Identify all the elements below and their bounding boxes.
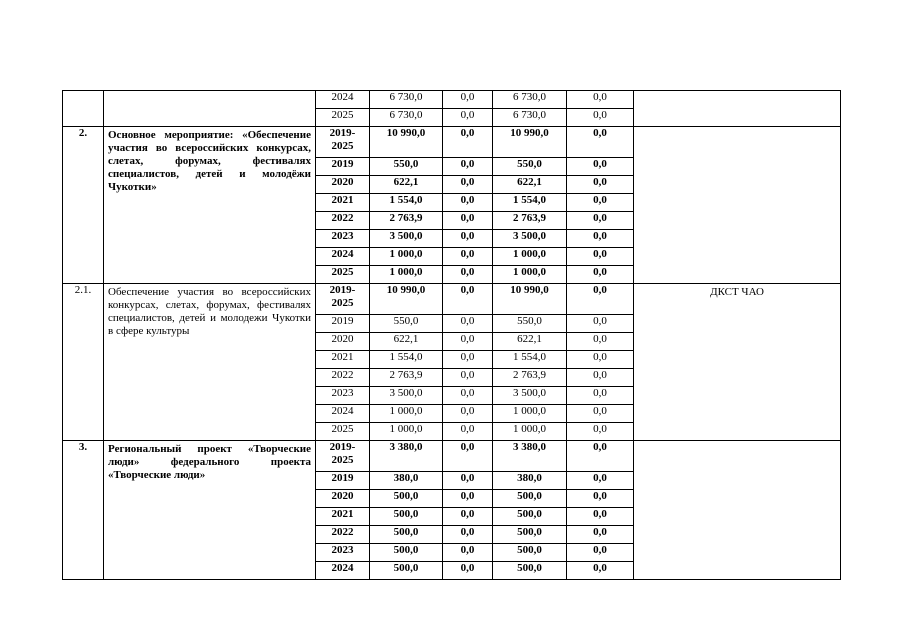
federal-budget-cell: 0,0: [443, 284, 493, 315]
table-row: [63, 91, 841, 109]
regional-budget-cell: 6 730,0: [493, 91, 567, 109]
year-cell: 2023: [316, 544, 370, 562]
federal-budget-cell: 0,0: [443, 387, 493, 405]
year-cell: 2019: [316, 315, 370, 333]
regional-budget-cell: 500,0: [493, 544, 567, 562]
other-sources-cell: 0,0: [567, 284, 634, 315]
federal-budget-cell: 0,0: [443, 127, 493, 158]
year-cell: 2023: [316, 230, 370, 248]
year-range-text: 2019-2025: [329, 127, 356, 152]
federal-budget-cell: 0,0: [443, 423, 493, 441]
item-number-cell: 2.: [63, 127, 104, 284]
year-cell: 2019: [316, 472, 370, 490]
other-sources-cell: 0,0: [567, 127, 634, 158]
total-cell: 500,0: [370, 562, 443, 580]
table-row: [63, 441, 841, 472]
item-number-cell: 2.1.: [63, 284, 104, 441]
total-cell: 500,0: [370, 526, 443, 544]
year-range-text: 2019-2025: [329, 441, 356, 466]
item-name-cell: Основное мероприятие: «Обеспечение участия во всероссийских конкурсах, слетах, форумах, фестивалях специалистов, детей и молодёжи Чукотки»: [104, 127, 316, 284]
total-cell: 1 000,0: [370, 423, 443, 441]
federal-budget-cell: 0,0: [443, 526, 493, 544]
total-cell: 10 990,0: [370, 284, 443, 315]
regional-budget-cell: 550,0: [493, 315, 567, 333]
year-cell: 2023: [316, 387, 370, 405]
year-cell: 2022: [316, 526, 370, 544]
regional-budget-cell: 1 000,0: [493, 423, 567, 441]
federal-budget-cell: 0,0: [443, 441, 493, 472]
other-sources-cell: 0,0: [567, 158, 634, 176]
federal-budget-cell: 0,0: [443, 490, 493, 508]
item-name-cell: Обеспечение участия во всероссийских конкурсах, слетах, форумах, фестивалях специалистов, детей и молодежи Чукотки в сфере культуры: [104, 284, 316, 441]
regional-budget-cell: 1 000,0: [493, 405, 567, 423]
total-cell: 550,0: [370, 315, 443, 333]
federal-budget-cell: 0,0: [443, 315, 493, 333]
total-cell: 1 554,0: [370, 351, 443, 369]
regional-budget-cell: 622,1: [493, 333, 567, 351]
federal-budget-cell: 0,0: [443, 333, 493, 351]
year-cell: 2024: [316, 91, 370, 109]
federal-budget-cell: 0,0: [443, 472, 493, 490]
federal-budget-cell: 0,0: [443, 248, 493, 266]
total-cell: 1 000,0: [370, 266, 443, 284]
other-sources-cell: 0,0: [567, 248, 634, 266]
federal-budget-cell: 0,0: [443, 369, 493, 387]
other-sources-cell: 0,0: [567, 333, 634, 351]
other-sources-cell: 0,0: [567, 230, 634, 248]
other-sources-cell: 0,0: [567, 405, 634, 423]
year-cell: [316, 441, 370, 472]
total-cell: 622,1: [370, 333, 443, 351]
total-cell: 6 730,0: [370, 109, 443, 127]
regional-budget-cell: 500,0: [493, 526, 567, 544]
other-sources-cell: 0,0: [567, 423, 634, 441]
regional-budget-cell: 550,0: [493, 158, 567, 176]
year-range-text: 2019-2025: [329, 284, 356, 309]
regional-budget-cell: 3 500,0: [493, 230, 567, 248]
year-cell: 2020: [316, 490, 370, 508]
other-sources-cell: 0,0: [567, 315, 634, 333]
total-cell: 3 380,0: [370, 441, 443, 472]
year-cell: 2025: [316, 266, 370, 284]
year-cell: 2020: [316, 176, 370, 194]
federal-budget-cell: 0,0: [443, 109, 493, 127]
table-row: [63, 127, 841, 158]
federal-budget-cell: 0,0: [443, 194, 493, 212]
year-cell: 2024: [316, 248, 370, 266]
federal-budget-cell: 0,0: [443, 562, 493, 580]
regional-budget-cell: 10 990,0: [493, 284, 567, 315]
total-cell: 1 000,0: [370, 248, 443, 266]
year-cell: 2021: [316, 194, 370, 212]
year-cell: 2021: [316, 351, 370, 369]
regional-budget-cell: 1 000,0: [493, 266, 567, 284]
year-cell: 2024: [316, 405, 370, 423]
federal-budget-cell: 0,0: [443, 158, 493, 176]
year-cell: 2021: [316, 508, 370, 526]
budget-table: [62, 90, 841, 580]
item-name-cell: Региональный проект «Творческие люди» федерального проекта «Творческие люди»: [104, 441, 316, 580]
federal-budget-cell: 0,0: [443, 266, 493, 284]
total-cell: 380,0: [370, 472, 443, 490]
total-cell: 10 990,0: [370, 127, 443, 158]
other-sources-cell: 0,0: [567, 441, 634, 472]
year-cell: 2025: [316, 109, 370, 127]
responsible-cell: [634, 91, 841, 127]
regional-budget-cell: 500,0: [493, 490, 567, 508]
total-cell: 2 763,9: [370, 369, 443, 387]
year-cell: 2025: [316, 423, 370, 441]
responsible-cell: [634, 441, 841, 580]
federal-budget-cell: 0,0: [443, 176, 493, 194]
regional-budget-cell: 6 730,0: [493, 109, 567, 127]
other-sources-cell: 0,0: [567, 544, 634, 562]
regional-budget-cell: 3 380,0: [493, 441, 567, 472]
other-sources-cell: 0,0: [567, 91, 634, 109]
other-sources-cell: 0,0: [567, 176, 634, 194]
federal-budget-cell: 0,0: [443, 351, 493, 369]
regional-budget-cell: 1 554,0: [493, 194, 567, 212]
year-cell: 2020: [316, 333, 370, 351]
regional-budget-cell: 380,0: [493, 472, 567, 490]
total-cell: 1 000,0: [370, 405, 443, 423]
other-sources-cell: 0,0: [567, 266, 634, 284]
total-cell: 500,0: [370, 544, 443, 562]
responsible-cell: ДКСТ ЧАО: [634, 284, 841, 441]
total-cell: 3 500,0: [370, 230, 443, 248]
year-cell: [316, 127, 370, 158]
year-cell: [316, 284, 370, 315]
responsible-cell: [634, 127, 841, 284]
year-cell: 2024: [316, 562, 370, 580]
regional-budget-cell: 3 500,0: [493, 387, 567, 405]
year-cell: 2022: [316, 212, 370, 230]
other-sources-cell: 0,0: [567, 562, 634, 580]
item-name-cell: [104, 91, 316, 127]
other-sources-cell: 0,0: [567, 351, 634, 369]
regional-budget-cell: 500,0: [493, 508, 567, 526]
other-sources-cell: 0,0: [567, 212, 634, 230]
other-sources-cell: 0,0: [567, 387, 634, 405]
regional-budget-cell: 622,1: [493, 176, 567, 194]
total-cell: 622,1: [370, 176, 443, 194]
other-sources-cell: 0,0: [567, 508, 634, 526]
other-sources-cell: 0,0: [567, 109, 634, 127]
regional-budget-cell: 1 554,0: [493, 351, 567, 369]
regional-budget-cell: 10 990,0: [493, 127, 567, 158]
regional-budget-cell: 1 000,0: [493, 248, 567, 266]
total-cell: 500,0: [370, 508, 443, 526]
total-cell: 2 763,9: [370, 212, 443, 230]
regional-budget-cell: 2 763,9: [493, 212, 567, 230]
other-sources-cell: 0,0: [567, 369, 634, 387]
other-sources-cell: 0,0: [567, 472, 634, 490]
federal-budget-cell: 0,0: [443, 544, 493, 562]
federal-budget-cell: 0,0: [443, 508, 493, 526]
regional-budget-cell: 2 763,9: [493, 369, 567, 387]
item-number-cell: [63, 91, 104, 127]
total-cell: 500,0: [370, 490, 443, 508]
other-sources-cell: 0,0: [567, 490, 634, 508]
other-sources-cell: 0,0: [567, 194, 634, 212]
regional-budget-cell: 500,0: [493, 562, 567, 580]
federal-budget-cell: 0,0: [443, 405, 493, 423]
total-cell: 6 730,0: [370, 91, 443, 109]
total-cell: 3 500,0: [370, 387, 443, 405]
table-row: [63, 284, 841, 315]
year-cell: 2019: [316, 158, 370, 176]
other-sources-cell: 0,0: [567, 526, 634, 544]
total-cell: 550,0: [370, 158, 443, 176]
federal-budget-cell: 0,0: [443, 91, 493, 109]
year-cell: 2022: [316, 369, 370, 387]
federal-budget-cell: 0,0: [443, 212, 493, 230]
item-number-cell: 3.: [63, 441, 104, 580]
total-cell: 1 554,0: [370, 194, 443, 212]
federal-budget-cell: 0,0: [443, 230, 493, 248]
